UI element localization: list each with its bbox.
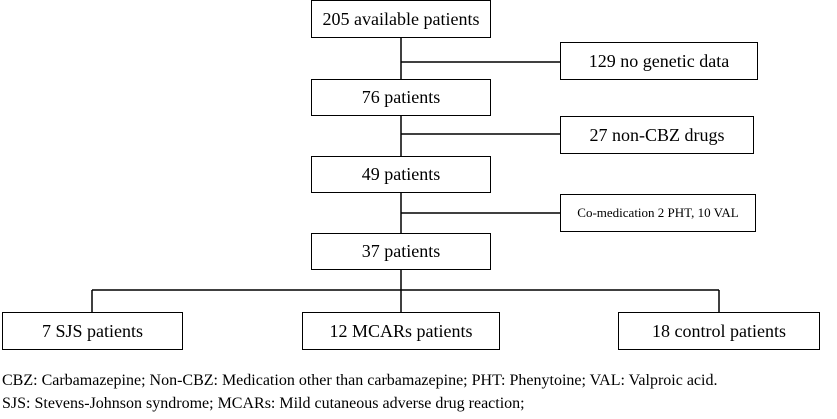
box-available-patients: 205 available patients bbox=[311, 0, 491, 38]
footnote-abbreviations-2: SJS: Stevens-Johnson syndrome; MCARs: Mild cutaneous adverse drug reaction; bbox=[2, 395, 525, 412]
box-37-patients: 37 patients bbox=[311, 233, 491, 270]
box-sjs-patients: 7 SJS patients bbox=[2, 312, 183, 350]
footnote-abbreviations-1: CBZ: Carbamazepine; Non-CBZ: Medication other than carbamazepine; PHT: Phenytoine; VAL: Valproic acid. bbox=[2, 372, 718, 389]
box-mcars-patients: 12 MCARs patients bbox=[302, 312, 500, 350]
box-control-patients: 18 control patients bbox=[618, 312, 820, 350]
box-co-medication: Co-medication 2 PHT, 10 VAL bbox=[560, 194, 756, 232]
box-49-patients: 49 patients bbox=[311, 156, 491, 193]
box-non-cbz-drugs: 27 non-CBZ drugs bbox=[560, 116, 754, 154]
box-no-genetic-data: 129 no genetic data bbox=[560, 42, 758, 80]
box-76-patients: 76 patients bbox=[311, 79, 491, 116]
